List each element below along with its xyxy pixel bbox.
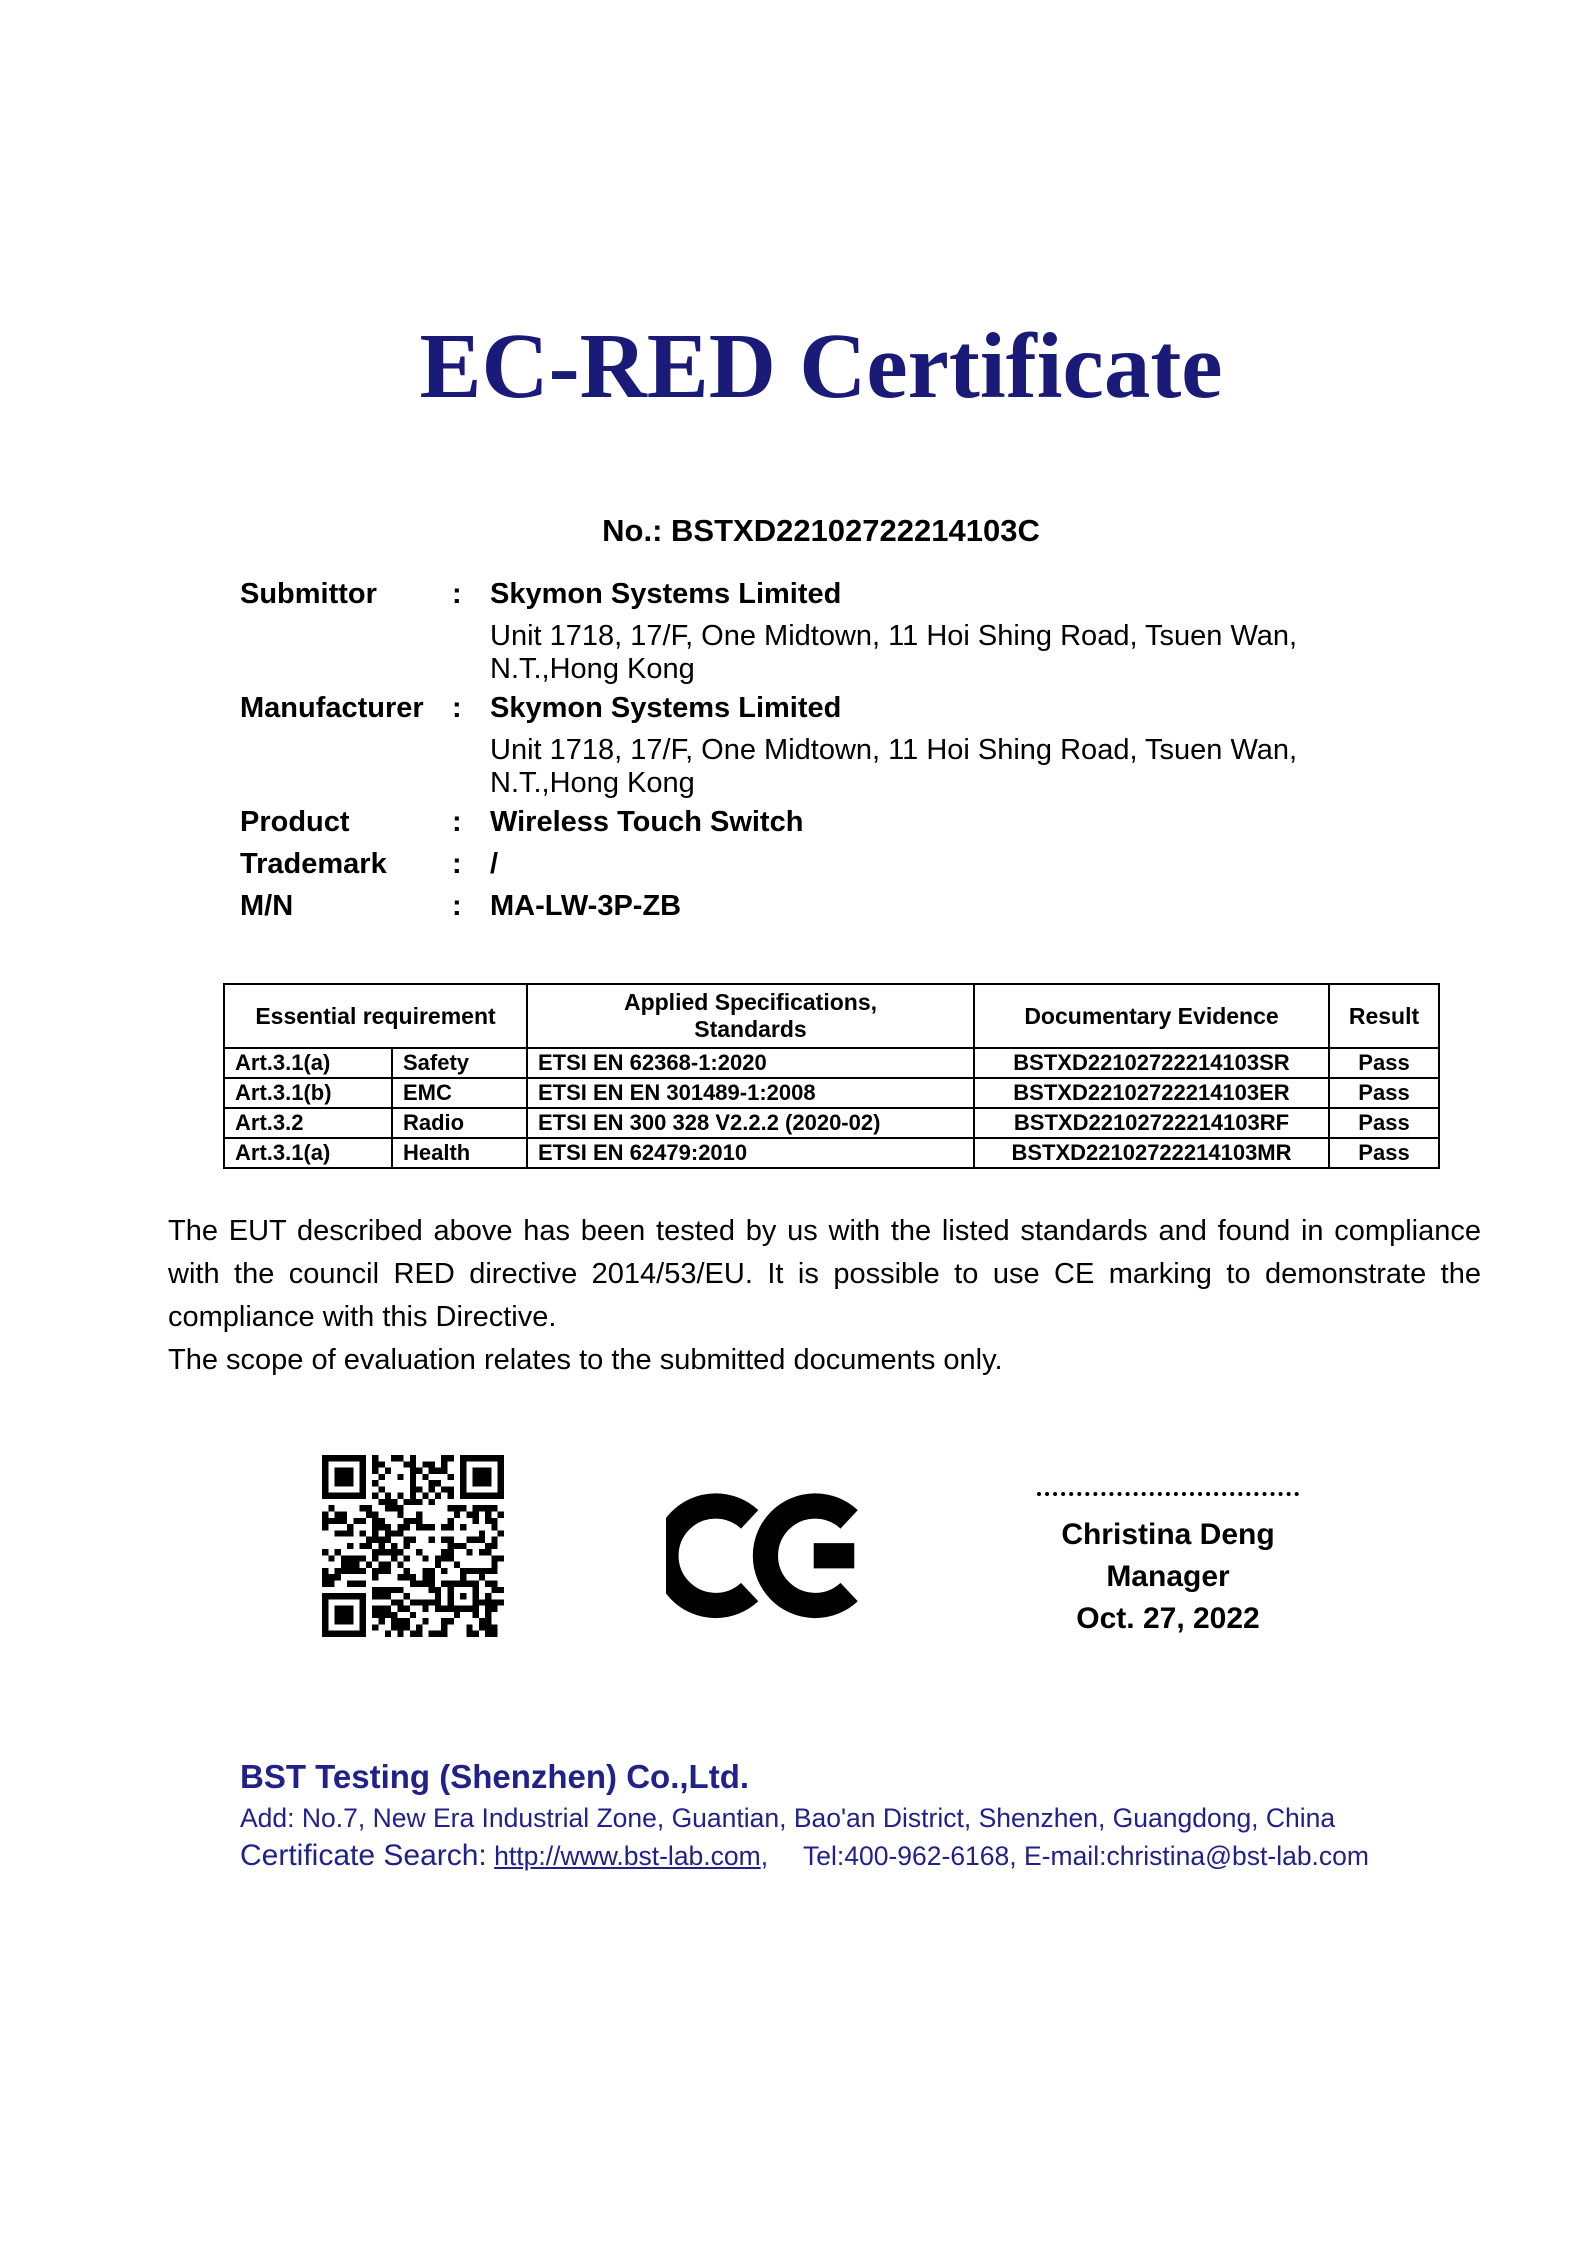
footer-contact: Tel:400-962-6168, E-mail:christina@bst-lab.com <box>803 1841 1369 1871</box>
field-label: Submittor <box>240 578 377 610</box>
table-cell: ETSI EN 62479:2010 <box>527 1138 974 1168</box>
field-colon: : <box>452 578 462 610</box>
header-applied-line2: Standards <box>694 1016 807 1042</box>
field-label <box>240 767 452 800</box>
table-cell: Radio <box>392 1108 527 1138</box>
table-cell: ETSI EN 62368-1:2020 <box>527 1048 974 1078</box>
table-cell: ETSI EN 300 328 V2.2.2 (2020-02) <box>527 1108 974 1138</box>
field-colon <box>452 767 490 800</box>
field-label: Trademark <box>240 848 387 880</box>
table-row <box>224 1108 1439 1138</box>
field-address-row <box>240 734 1480 767</box>
table-cell: Pass <box>1329 1108 1439 1138</box>
signature-date: Oct. 27, 2022 <box>1076 1602 1260 1635</box>
certificate-search-url[interactable]: http://www.bst-lab.com <box>494 1841 761 1871</box>
field-row <box>240 848 1480 881</box>
field-value: N.T.,Hong Kong <box>490 653 695 685</box>
field-label: Manufacturer <box>240 692 424 724</box>
footer-company-name: BST Testing (Shenzhen) Co.,Ltd. <box>240 1758 750 1795</box>
footer-address: Add: No.7, New Era Industrial Zone, Guantian, Bao'an District, Shenzhen, Guangdong, China <box>240 1803 1336 1833</box>
field-value: Unit 1718, 17/F, One Midtown, 11 Hoi Shing Road, Tsuen Wan, <box>490 620 1298 652</box>
table-cell: Pass <box>1329 1138 1439 1168</box>
field-value: MA-LW-3P-ZB <box>490 890 682 922</box>
field-address-row <box>240 767 1480 800</box>
field-colon <box>452 734 490 767</box>
field-label <box>240 620 452 653</box>
table-row <box>224 1078 1439 1108</box>
table-cell: Art.3.1(b) <box>224 1078 392 1108</box>
compliance-paragraph: The EUT described above has been tested by us with the listed standards and found in compliance with the council RED directive 2014/53/EU. It is possible to use CE marking to demonstrate the compliance with this Directive. <box>168 1215 1481 1333</box>
table-cell: Art.3.1(a) <box>224 1138 392 1168</box>
table-cell: Art.3.1(a) <box>224 1048 392 1078</box>
field-row <box>240 806 1480 839</box>
field-label <box>240 653 452 686</box>
field-label: M/N <box>240 890 294 922</box>
field-colon: : <box>452 692 462 724</box>
table-cell: Art.3.2 <box>224 1108 392 1138</box>
compliance-table <box>223 983 1440 1169</box>
signatory-name: Christina Deng <box>1061 1518 1275 1551</box>
table-cell: BSTXD22102722214103RF <box>974 1108 1329 1138</box>
field-value: Unit 1718, 17/F, One Midtown, 11 Hoi Shing Road, Tsuen Wan, <box>490 734 1298 766</box>
table-header-row <box>224 984 1439 1048</box>
header-essential-requirement: Essential requirement <box>224 984 527 1048</box>
table-cell: BSTXD22102722214103MR <box>974 1138 1329 1168</box>
field-colon: : <box>452 806 462 838</box>
ce-mark-icon <box>666 1483 865 1629</box>
field-row <box>240 692 1480 725</box>
table-row <box>224 1138 1439 1168</box>
field-label <box>240 734 452 767</box>
signatory-role: Manager <box>1106 1560 1230 1593</box>
table-cell: Health <box>392 1138 527 1168</box>
table-cell: Pass <box>1329 1048 1439 1078</box>
signature-dotted-line <box>1037 1492 1299 1496</box>
field-row <box>240 890 1480 923</box>
field-colon <box>452 653 490 686</box>
table-cell: ETSI EN EN 301489-1:2008 <box>527 1078 974 1108</box>
header-applied-line1: Applied Specifications, <box>623 989 878 1015</box>
fields-block <box>240 578 1480 932</box>
certificate-number: No.: BSTXD22102722214103C <box>602 513 1040 548</box>
header-documentary-evidence: Documentary Evidence <box>974 984 1329 1048</box>
field-colon: : <box>452 890 462 922</box>
table-cell: BSTXD22102722214103SR <box>974 1048 1329 1078</box>
header-result: Result <box>1329 984 1439 1048</box>
field-label: Product <box>240 806 350 838</box>
field-value: / <box>490 848 499 880</box>
body-text <box>168 1210 1481 1382</box>
search-url-separator: , <box>760 1841 769 1871</box>
field-value: Skymon Systems Limited <box>490 578 842 610</box>
page-title: EC-RED Certificate <box>419 315 1223 418</box>
table-cell: Safety <box>392 1048 527 1078</box>
certificate-search-label: Certificate Search: <box>240 1839 487 1872</box>
table-body <box>224 1048 1439 1168</box>
table-cell: EMC <box>392 1078 527 1108</box>
table-row <box>224 1048 1439 1078</box>
footer-search-line <box>240 1834 1369 1878</box>
field-value: Skymon Systems Limited <box>490 692 842 724</box>
field-value: Wireless Touch Switch <box>490 806 804 838</box>
field-colon <box>452 620 490 653</box>
field-row <box>240 578 1480 611</box>
qr-code-icon <box>322 1455 504 1637</box>
table-cell: BSTXD22102722214103ER <box>974 1078 1329 1108</box>
signature-block <box>1016 1492 1320 1640</box>
field-value: N.T.,Hong Kong <box>490 767 695 799</box>
table-cell: Pass <box>1329 1078 1439 1108</box>
field-colon: : <box>452 848 462 880</box>
field-address-row <box>240 620 1480 653</box>
field-address-row <box>240 653 1480 686</box>
header-applied-specifications <box>527 984 974 1048</box>
scope-paragraph: The scope of evaluation relates to the submitted documents only. <box>168 1344 1003 1376</box>
